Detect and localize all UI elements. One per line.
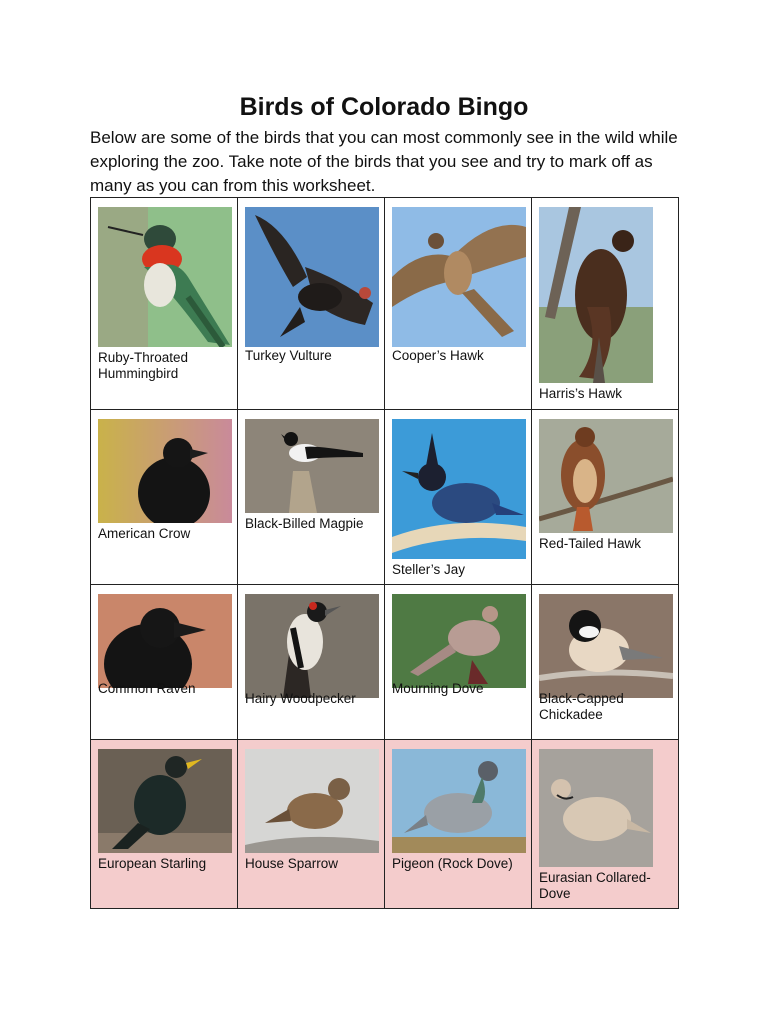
stellers-jay-photo [392, 419, 526, 559]
red-tailed-hawk-photo [539, 419, 673, 533]
bingo-cell-eurasian-collared-dove[interactable] [532, 740, 679, 909]
bingo-cell-black-billed-magpie[interactable] [238, 410, 385, 585]
bingo-cell-stellers-jay[interactable] [385, 410, 532, 585]
bingo-cell-american-crow[interactable] [91, 410, 238, 585]
bird-label: Black-Capped Chickadee [539, 691, 624, 722]
bingo-cell-black-capped-chickadee[interactable] [532, 585, 679, 740]
intro-text: Below are some of the birds that you can most commonly see in the wild while exploring the zoo. Take note of the birds that you see and try to mark off as many as you can from this worksheet. [90, 128, 678, 195]
bird-label: Steller’s Jay [392, 562, 466, 577]
hummingbird-photo [98, 207, 232, 347]
bingo-cell-european-starling[interactable] [91, 740, 238, 909]
bingo-cell-coopers-hawk[interactable] [385, 198, 532, 410]
common-raven-photo [98, 594, 232, 688]
bird-label: Turkey Vulture [245, 348, 332, 363]
bingo-cell-hairy-woodpecker[interactable] [238, 585, 385, 740]
bingo-cell-mourning-dove[interactable] [385, 585, 532, 740]
turkey-vulture-photo [245, 207, 379, 347]
bird-label: Pigeon (Rock Dove) [392, 856, 513, 871]
bingo-cell-turkey-vulture[interactable] [238, 198, 385, 410]
bingo-cell-harriss-hawk[interactable] [532, 198, 679, 410]
harriss-hawk-photo [539, 207, 653, 383]
page-title: Birds of Colorado Bingo [239, 93, 529, 121]
house-sparrow-photo [245, 749, 379, 853]
bird-label: American Crow [98, 526, 191, 541]
bird-label: European Starling [98, 856, 207, 871]
bingo-cell-pigeon-rock-dove[interactable] [385, 740, 532, 909]
bird-label: House Sparrow [245, 856, 339, 871]
bird-label: Common Raven [98, 681, 196, 696]
pigeon-photo [392, 749, 526, 853]
bird-label: Ruby-Throated Hummingbird [98, 350, 189, 381]
bird-label: Eurasian Collared-Dove [539, 870, 651, 901]
bingo-cell-house-sparrow[interactable] [238, 740, 385, 909]
coopers-hawk-photo [392, 207, 526, 347]
mourning-dove-photo [392, 594, 526, 688]
bird-label: Red-Tailed Hawk [539, 536, 642, 551]
european-starling-photo [98, 749, 232, 853]
eurasian-collared-dove-photo [539, 749, 653, 867]
bird-label: Cooper’s Hawk [392, 348, 484, 363]
bird-label: Black-Billed Magpie [245, 516, 364, 531]
black-capped-chickadee-photo [539, 594, 673, 698]
bingo-cell-red-tailed-hawk[interactable] [532, 410, 679, 585]
american-crow-photo [98, 419, 232, 523]
bird-label: Harris’s Hawk [539, 386, 623, 401]
bingo-grid [90, 197, 679, 909]
bingo-cell-common-raven[interactable] [91, 585, 238, 740]
black-billed-magpie-photo [245, 419, 379, 513]
hairy-woodpecker-photo [245, 594, 379, 698]
bird-label: Mourning Dove [392, 681, 484, 696]
bird-label: Hairy Woodpecker [245, 691, 356, 706]
bingo-cell-ruby-throated-hummingbird[interactable] [91, 198, 238, 410]
